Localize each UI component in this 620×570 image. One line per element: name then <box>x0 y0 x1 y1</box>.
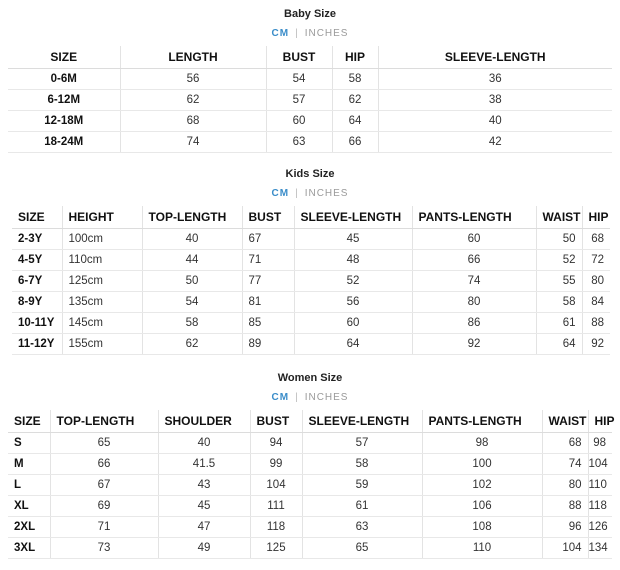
column-header-hip: HIP <box>582 206 610 229</box>
measurement-cell: 71 <box>242 250 294 271</box>
measurement-cell: 108 <box>422 517 542 538</box>
table-header-row <box>8 410 612 433</box>
column-header-bust: BUST <box>250 410 302 433</box>
size-label-cell: 0-6M <box>8 69 120 90</box>
measurement-cell: 54 <box>266 69 332 90</box>
measurement-cell: 96 <box>542 517 588 538</box>
measurement-cell: 99 <box>250 454 302 475</box>
column-header-bust: BUST <box>266 46 332 69</box>
measurement-cell: 58 <box>536 292 582 313</box>
measurement-cell: 94 <box>250 433 302 454</box>
baby-unit-cm-tab[interactable]: CM <box>271 28 290 39</box>
baby-size-title: Baby Size <box>284 8 336 20</box>
measurement-cell: 36 <box>378 69 612 90</box>
unit-separator: | <box>295 188 299 199</box>
table-row <box>8 454 612 475</box>
measurement-cell: 69 <box>50 496 158 517</box>
measurement-cell: 48 <box>294 250 412 271</box>
measurement-cell: 45 <box>158 496 250 517</box>
measurement-cell: 100 <box>422 454 542 475</box>
measurement-cell: 89 <box>242 334 294 355</box>
size-label-cell: 18-24M <box>8 132 120 153</box>
column-header-sleeve-length: SLEEVE-LENGTH <box>378 46 612 69</box>
measurement-cell: 145cm <box>62 313 142 334</box>
measurement-cell: 98 <box>422 433 542 454</box>
measurement-cell: 102 <box>422 475 542 496</box>
measurement-cell: 110cm <box>62 250 142 271</box>
table-row <box>8 111 612 132</box>
measurement-cell: 66 <box>332 132 378 153</box>
measurement-cell: 118 <box>250 517 302 538</box>
column-header-size: SIZE <box>8 46 120 69</box>
column-header-hip: HIP <box>588 410 612 433</box>
measurement-cell: 106 <box>422 496 542 517</box>
table-row <box>8 538 612 559</box>
measurement-cell: 135cm <box>62 292 142 313</box>
measurement-cell: 65 <box>302 538 422 559</box>
measurement-cell: 68 <box>542 433 588 454</box>
measurement-cell: 134 <box>588 538 612 559</box>
measurement-cell: 92 <box>582 334 610 355</box>
size-label-cell: M <box>8 454 50 475</box>
table-header-row <box>8 46 612 69</box>
measurement-cell: 104 <box>250 475 302 496</box>
measurement-cell: 71 <box>50 517 158 538</box>
measurement-cell: 63 <box>302 517 422 538</box>
measurement-cell: 74 <box>120 132 266 153</box>
measurement-cell: 61 <box>536 313 582 334</box>
column-header-waist: WAIST <box>536 206 582 229</box>
measurement-cell: 77 <box>242 271 294 292</box>
measurement-cell: 40 <box>378 111 612 132</box>
size-label-cell: 6-7Y <box>12 271 62 292</box>
baby-unit-inches-tab[interactable]: INCHES <box>304 28 349 39</box>
measurement-cell: 61 <box>302 496 422 517</box>
table-header-row <box>12 206 610 229</box>
measurement-cell: 38 <box>378 90 612 111</box>
measurement-cell: 64 <box>294 334 412 355</box>
measurement-cell: 67 <box>50 475 158 496</box>
column-header-sleeve-length: SLEEVE-LENGTH <box>294 206 412 229</box>
measurement-cell: 111 <box>250 496 302 517</box>
measurement-cell: 65 <box>50 433 158 454</box>
column-header-bust: BUST <box>242 206 294 229</box>
measurement-cell: 55 <box>536 271 582 292</box>
table-row <box>12 271 610 292</box>
measurement-cell: 64 <box>536 334 582 355</box>
column-header-top-length: TOP-LENGTH <box>50 410 158 433</box>
table-row <box>8 517 612 538</box>
measurement-cell: 63 <box>266 132 332 153</box>
table-row <box>12 229 610 250</box>
measurement-cell: 84 <box>582 292 610 313</box>
measurement-cell: 52 <box>536 250 582 271</box>
unit-separator: | <box>295 28 299 39</box>
measurement-cell: 88 <box>542 496 588 517</box>
table-row <box>8 496 612 517</box>
table-row <box>12 292 610 313</box>
unit-separator: | <box>295 392 299 403</box>
measurement-cell: 85 <box>242 313 294 334</box>
measurement-cell: 68 <box>120 111 266 132</box>
size-label-cell: 12-18M <box>8 111 120 132</box>
column-header-height: HEIGHT <box>62 206 142 229</box>
measurement-cell: 80 <box>582 271 610 292</box>
measurement-cell: 72 <box>582 250 610 271</box>
column-header-length: LENGTH <box>120 46 266 69</box>
table-row <box>8 132 612 153</box>
measurement-cell: 43 <box>158 475 250 496</box>
measurement-cell: 62 <box>142 334 242 355</box>
measurement-cell: 155cm <box>62 334 142 355</box>
women-size-table <box>8 410 615 559</box>
measurement-cell: 86 <box>412 313 536 334</box>
kids-size-table <box>12 206 610 355</box>
table-row <box>8 433 612 454</box>
measurement-cell: 45 <box>294 229 412 250</box>
size-label-cell: 2XL <box>8 517 50 538</box>
women-unit-toggle <box>0 392 620 403</box>
measurement-cell: 80 <box>542 475 588 496</box>
size-label-cell: 4-5Y <box>12 250 62 271</box>
measurement-cell: 54 <box>142 292 242 313</box>
measurement-cell: 110 <box>588 475 612 496</box>
measurement-cell: 98 <box>588 433 612 454</box>
column-header-shoulder: SHOULDER <box>158 410 250 433</box>
measurement-cell: 58 <box>142 313 242 334</box>
measurement-cell: 74 <box>412 271 536 292</box>
measurement-cell: 92 <box>412 334 536 355</box>
measurement-cell: 80 <box>412 292 536 313</box>
size-label-cell: 10-11Y <box>12 313 62 334</box>
measurement-cell: 60 <box>412 229 536 250</box>
size-label-cell: XL <box>8 496 50 517</box>
column-header-pants-length: PANTS-LENGTH <box>422 410 542 433</box>
measurement-cell: 66 <box>50 454 158 475</box>
measurement-cell: 57 <box>302 433 422 454</box>
measurement-cell: 52 <box>294 271 412 292</box>
measurement-cell: 58 <box>302 454 422 475</box>
kids-size-title: Kids Size <box>285 168 335 180</box>
measurement-cell: 57 <box>266 90 332 111</box>
measurement-cell: 125 <box>250 538 302 559</box>
baby-unit-toggle <box>0 28 620 39</box>
table-row <box>8 475 612 496</box>
measurement-cell: 62 <box>120 90 266 111</box>
measurement-cell: 66 <box>412 250 536 271</box>
measurement-cell: 81 <box>242 292 294 313</box>
measurement-cell: 68 <box>582 229 610 250</box>
size-label-cell: 3XL <box>8 538 50 559</box>
measurement-cell: 125cm <box>62 271 142 292</box>
size-label-cell: 8-9Y <box>12 292 62 313</box>
measurement-cell: 49 <box>158 538 250 559</box>
measurement-cell: 40 <box>142 229 242 250</box>
kids-unit-cm-tab[interactable]: CM <box>271 188 290 199</box>
measurement-cell: 110 <box>422 538 542 559</box>
measurement-cell: 58 <box>332 69 378 90</box>
measurement-cell: 100cm <box>62 229 142 250</box>
women-size-title: Women Size <box>277 372 343 384</box>
measurement-cell: 44 <box>142 250 242 271</box>
measurement-cell: 104 <box>588 454 612 475</box>
table-row <box>12 250 610 271</box>
measurement-cell: 118 <box>588 496 612 517</box>
measurement-cell: 59 <box>302 475 422 496</box>
measurement-cell: 64 <box>332 111 378 132</box>
measurement-cell: 40 <box>158 433 250 454</box>
column-header-size: SIZE <box>8 410 50 433</box>
measurement-cell: 50 <box>142 271 242 292</box>
measurement-cell: 126 <box>588 517 612 538</box>
size-label-cell: S <box>8 433 50 454</box>
size-label-cell: 2-3Y <box>12 229 62 250</box>
measurement-cell: 60 <box>266 111 332 132</box>
measurement-cell: 62 <box>332 90 378 111</box>
measurement-cell: 56 <box>294 292 412 313</box>
measurement-cell: 47 <box>158 517 250 538</box>
measurement-cell: 88 <box>582 313 610 334</box>
women-unit-cm-tab[interactable]: CM <box>271 392 290 403</box>
women-unit-inches-tab[interactable]: INCHES <box>304 392 349 403</box>
measurement-cell: 73 <box>50 538 158 559</box>
table-row <box>8 90 612 111</box>
kids-unit-toggle <box>0 188 620 199</box>
baby-size-table <box>8 46 612 153</box>
table-row <box>12 334 610 355</box>
measurement-cell: 50 <box>536 229 582 250</box>
table-row <box>8 69 612 90</box>
size-label-cell: 6-12M <box>8 90 120 111</box>
measurement-cell: 42 <box>378 132 612 153</box>
column-header-hip: HIP <box>332 46 378 69</box>
size-label-cell: 11-12Y <box>12 334 62 355</box>
measurement-cell: 67 <box>242 229 294 250</box>
column-header-waist: WAIST <box>542 410 588 433</box>
measurement-cell: 74 <box>542 454 588 475</box>
column-header-top-length: TOP-LENGTH <box>142 206 242 229</box>
column-header-pants-length: PANTS-LENGTH <box>412 206 536 229</box>
column-header-sleeve-length: SLEEVE-LENGTH <box>302 410 422 433</box>
measurement-cell: 41.5 <box>158 454 250 475</box>
kids-unit-inches-tab[interactable]: INCHES <box>304 188 349 199</box>
table-row <box>12 313 610 334</box>
size-label-cell: L <box>8 475 50 496</box>
measurement-cell: 60 <box>294 313 412 334</box>
measurement-cell: 56 <box>120 69 266 90</box>
measurement-cell: 104 <box>542 538 588 559</box>
column-header-size: SIZE <box>12 206 62 229</box>
